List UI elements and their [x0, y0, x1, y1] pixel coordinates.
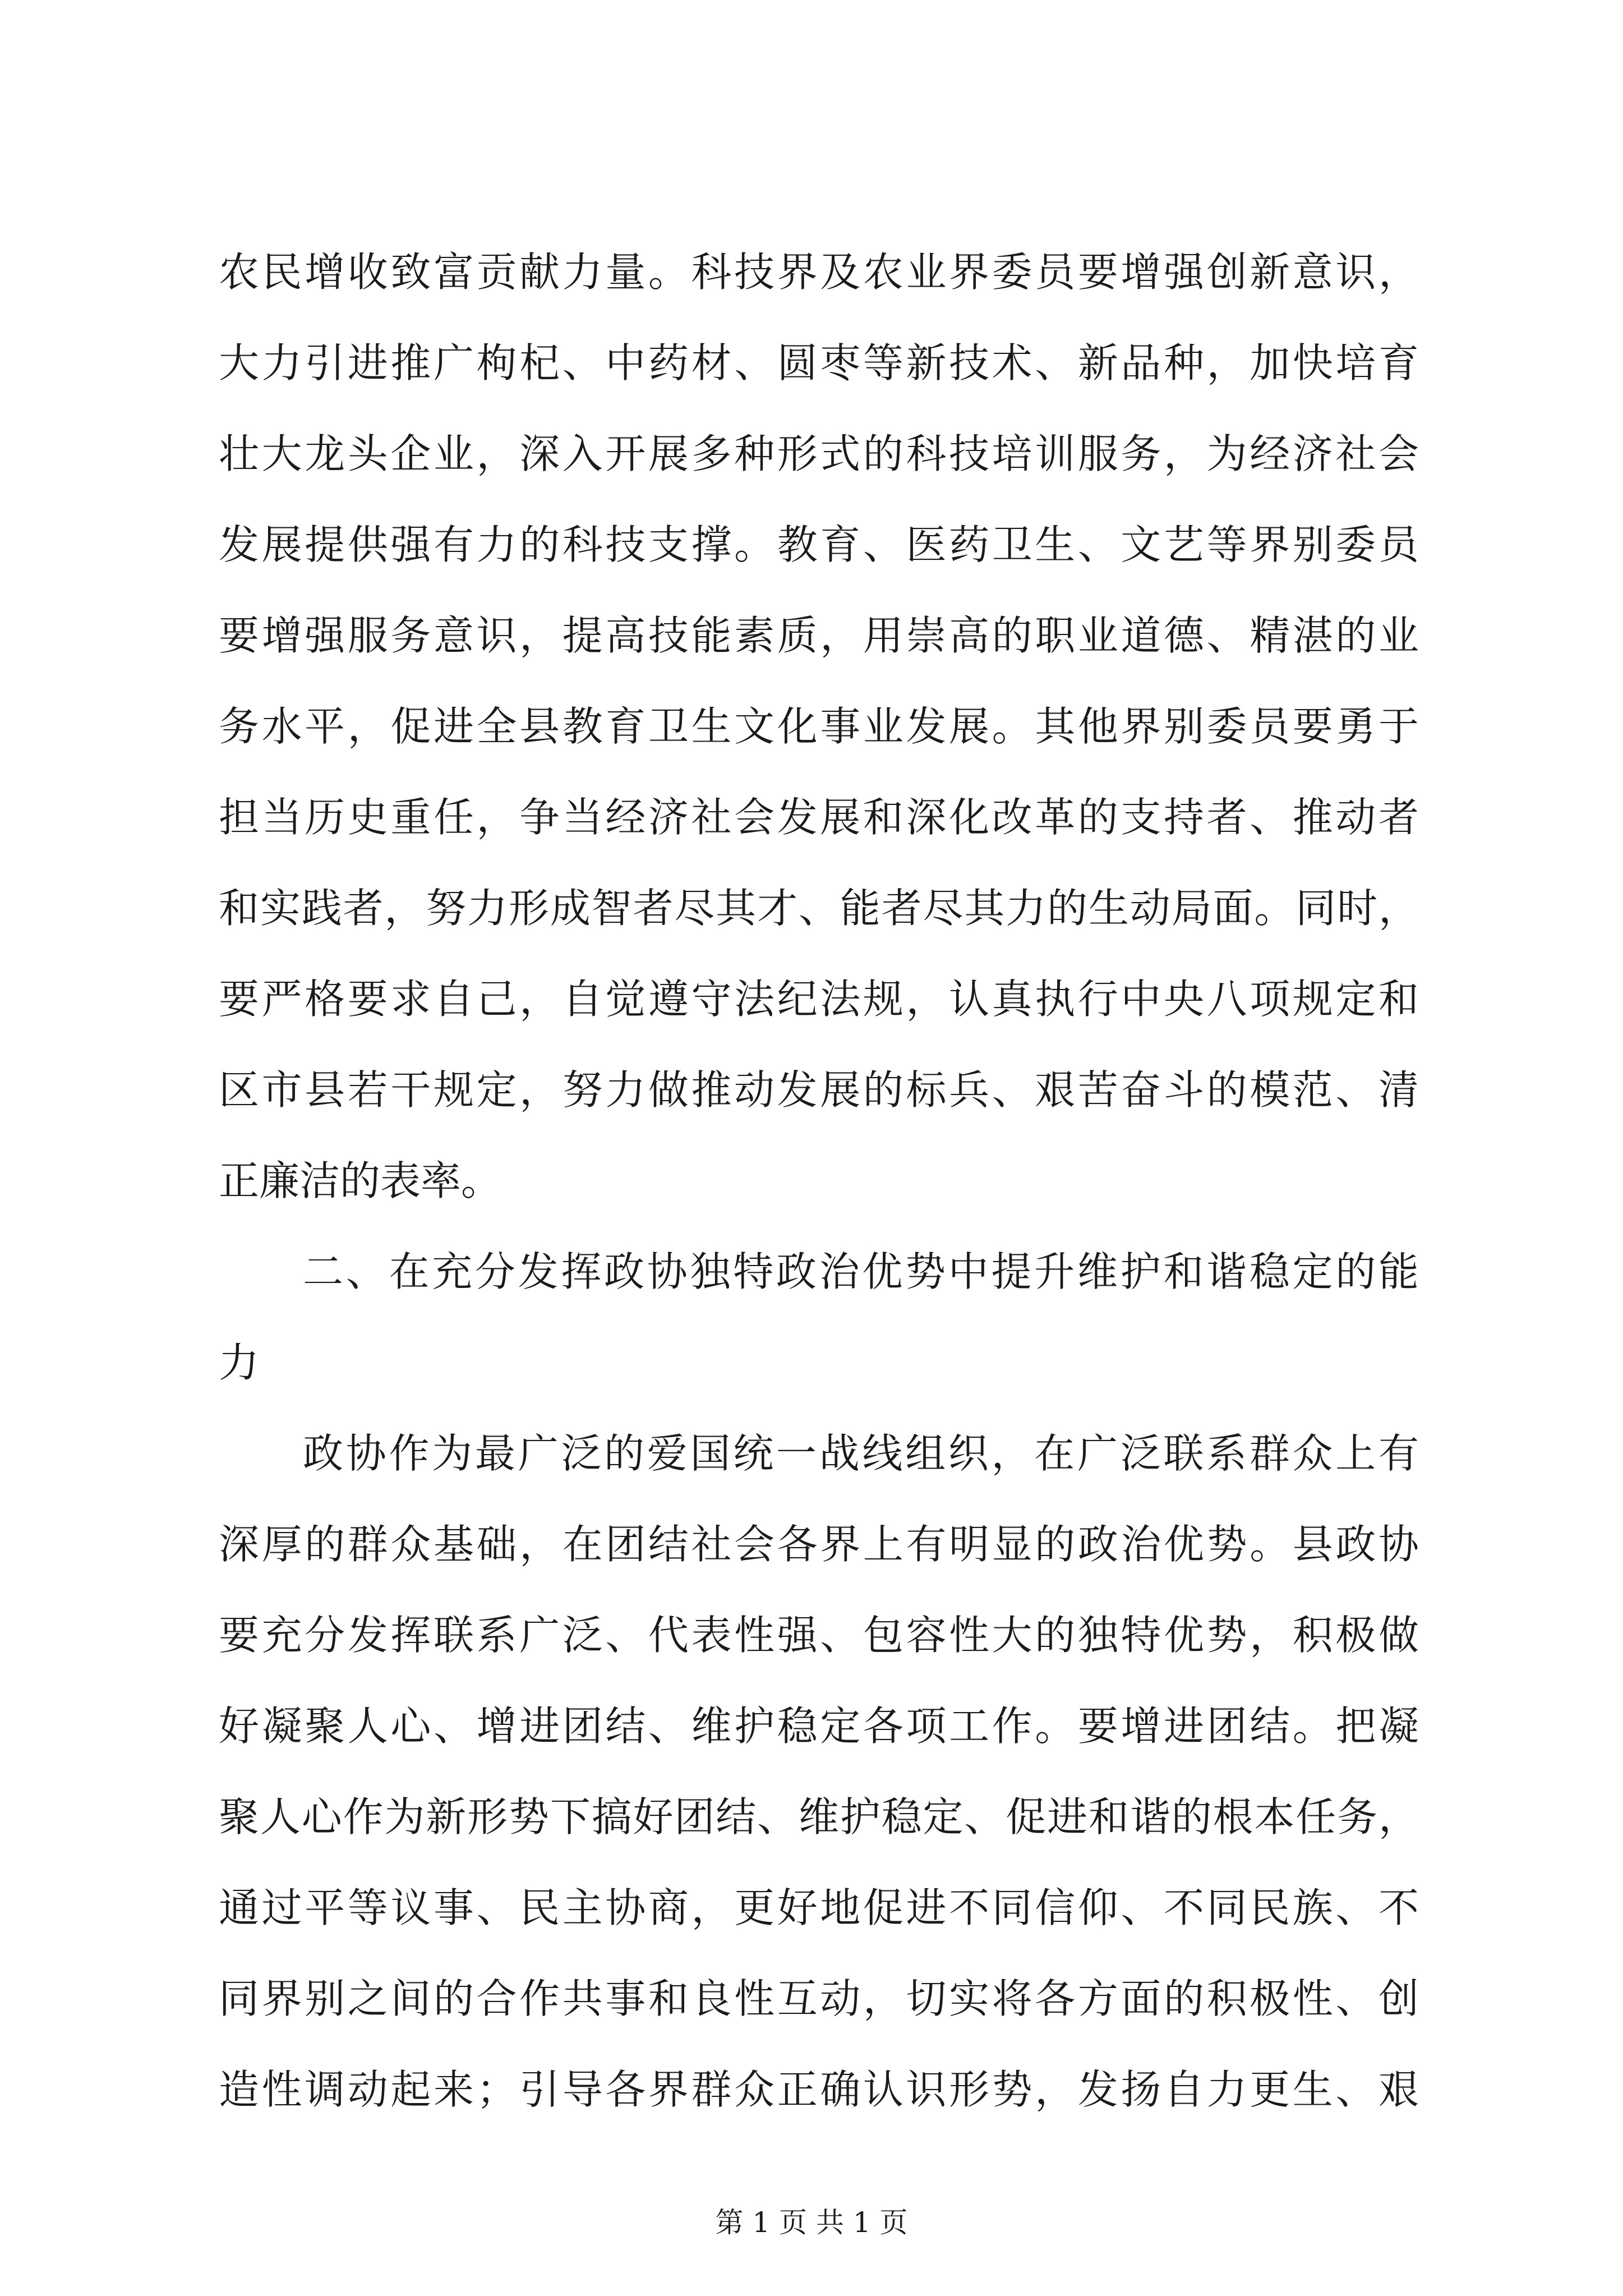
text-line: 担当历史重任，争当经济社会发展和深化改革的支持者、推动者: [219, 794, 1419, 841]
section-heading: 二、在充分发挥政协独特政治优势中提升维护和谐稳定的能: [303, 1248, 1419, 1295]
text-line: 正廉洁的表率。: [219, 1157, 502, 1204]
text-line: 聚人心作为新形势下搞好团结、维护稳定、促进和谐的根本任务，: [219, 1793, 1419, 1841]
text-line: 大力引进推广枸杞、中药材、圆枣等新技术、新品种，加快培育: [219, 339, 1419, 386]
text-line: 深厚的群众基础，在团结社会各界上有明显的政治优势。县政协: [219, 1521, 1419, 1568]
text-line: 和实践者，努力形成智者尽其才、能者尽其力的生动局面。同时，: [219, 885, 1419, 932]
text-line: 务水平，促进全县教育卫生文化事业发展。其他界别委员要勇于: [219, 703, 1419, 750]
text-line: 同界别之间的合作共事和良性互动，切实将各方面的积极性、创: [219, 1975, 1419, 2022]
text-line: 要充分发挥联系广泛、代表性强、包容性大的独特优势，积极做: [219, 1612, 1419, 1659]
text-line: 通过平等议事、民主协商，更好地促进不同信仰、不同民族、不: [219, 1884, 1419, 1931]
text-line: 农民增收致富贡献力量。科技界及农业界委员要增强创新意识，: [219, 249, 1419, 296]
text-line: 壮大龙头企业，深入开展多种形式的科技培训服务，为经济社会: [219, 430, 1419, 477]
text-line: 造性调动起来；引导各界群众正确认识形势，发扬自力更生、艰: [219, 2066, 1419, 2113]
text-line: 要增强服务意识，提高技能素质，用崇高的职业道德、精湛的业: [219, 612, 1419, 659]
text-line: 好凝聚人心、增进团结、维护稳定各项工作。要增进团结。把凝: [219, 1703, 1419, 1750]
text-line: 要严格要求自己，自觉遵守法纪法规，认真执行中央八项规定和: [219, 976, 1419, 1023]
text-line: 区市县若干规定，努力做推动发展的标兵、艰苦奋斗的模范、清: [219, 1066, 1419, 1114]
page-footer: 第 1 页 共 1 页: [715, 2206, 908, 2239]
text-line: 政协作为最广泛的爱国统一战线组织，在广泛联系群众上有: [303, 1430, 1419, 1477]
section-heading-continuation: 力: [219, 1339, 260, 1386]
text-line: 发展提供强有力的科技支撑。教育、医药卫生、文艺等界别委员: [219, 521, 1419, 568]
